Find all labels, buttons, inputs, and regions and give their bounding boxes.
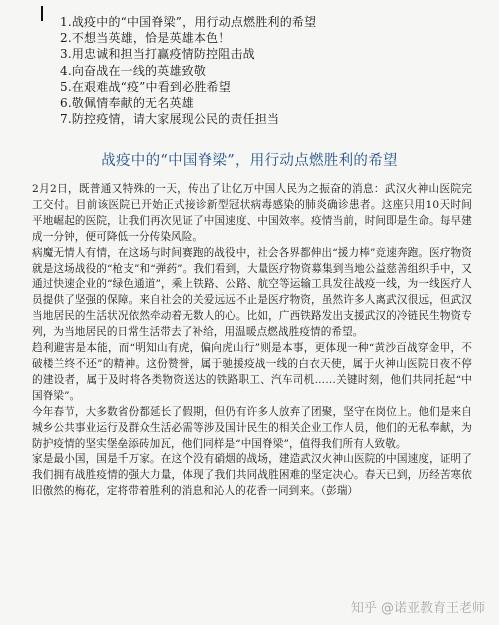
toc-item: 5.在艰难战“疫”中看到必胜希望 (60, 79, 231, 94)
article-title: 战疫中的“中国脊梁”，用行动点燃胜利的希望 (101, 153, 398, 169)
text-cursor (41, 6, 43, 21)
toc-item: 4.向奋战在一线的英雄致敬 (60, 63, 207, 78)
toc-item: 2.不想当英雄，恰是英雄本色！ (60, 31, 231, 46)
toc-item: 6.敬佩情奉献的无名英雄 (60, 96, 194, 111)
article-paragraph: 今年春节，大多数省份都延长了假期，但仍有许多人放弃了团聚，坚守在岗位上。他们是来自城乡公共事业运行及群众生活必需等涉及国计民生的相关企业工作人员，他们的无私奉献，为防护疫情的坚实堡垒添砖加瓦，他们同样是“中国脊梁”，值得我们所有人致敬。 (32, 405, 472, 450)
article-paragraph: 趋利避害是本能，而“明知山有虎，偏向虎山行”则是本事，更体现一种“黄沙百战穿金甲，不破楼兰终不还”的精神。这份赞誉，属于驰援疫战一线的白衣天使，属于火神山医院日夜不停的建设者，属于及时将各类物资送达的铁路职工、汽车司机……关键时刻，他们共同托起“中国脊梁”。 (32, 342, 472, 402)
article-body (32, 182, 472, 500)
toc-item: 1.战疫中的“中国脊梁”，用行动点燃胜利的希望 (60, 15, 317, 29)
article-paragraph: 病魔无情人有情，在这场与时间赛跑的战役中，社会各界都伸出“援力棒”竞速奔跑。医疗物资就是这场战役的“枪支”和“弹药”。我们看到，大量医疗物资募集到当地公益慈善组织手中，又通过快速企业的“绿色通道”，乘上铁路、公路、航空等运输工具发往战疫一线，为一线医疗人员提供了坚强的保障。来自社会的关爱远远不止是医疗物资，虽然许多人离武汉很远，但武汉当地居民的生活状况依然牵动着无数人的心。比如，广西铁路发出支援武汉的冷链民生物资专列，为当地居民的日常生活带去了补给，用温暖点燃战胜疫情的希望。 (32, 246, 472, 339)
toc-item: 3.用忠诚和担当打赢疫情防控阻击战 (60, 47, 255, 62)
article-paragraph: 2月2日，既普通又特殊的一天，传出了让亿万中国人民为之振奋的消息：武汉火神山医院完工交付。目前该医院已开始正式接诊新型冠状病毒感染的肺炎确诊患者。这座只用10天时间平地崛起的医院，让我们再次见证了中国速度、中国效率。疫情当前，时间即是生命。每早建成一分钟，便可降低一分传染风险。 (32, 183, 472, 243)
table-of-contents (60, 14, 460, 127)
toc-item: 7.防控疫情，请大家展现公民的责任担当 (60, 112, 280, 127)
article-paragraph: 家是最小国，国是千万家。在这个没有硝烟的战场，建造武汉火神山医院的中国速度，证明了我们拥有战胜疫情的强大力量，体现了我们共同战胜困难的坚定决心。春天已到，历经苦寒依旧傲然的梅花，定将带着胜利的消息和沁人的花香一同到来。（彭瑞） (32, 453, 472, 498)
watermark: 知乎 @诺亚教育王老师 (350, 601, 485, 616)
